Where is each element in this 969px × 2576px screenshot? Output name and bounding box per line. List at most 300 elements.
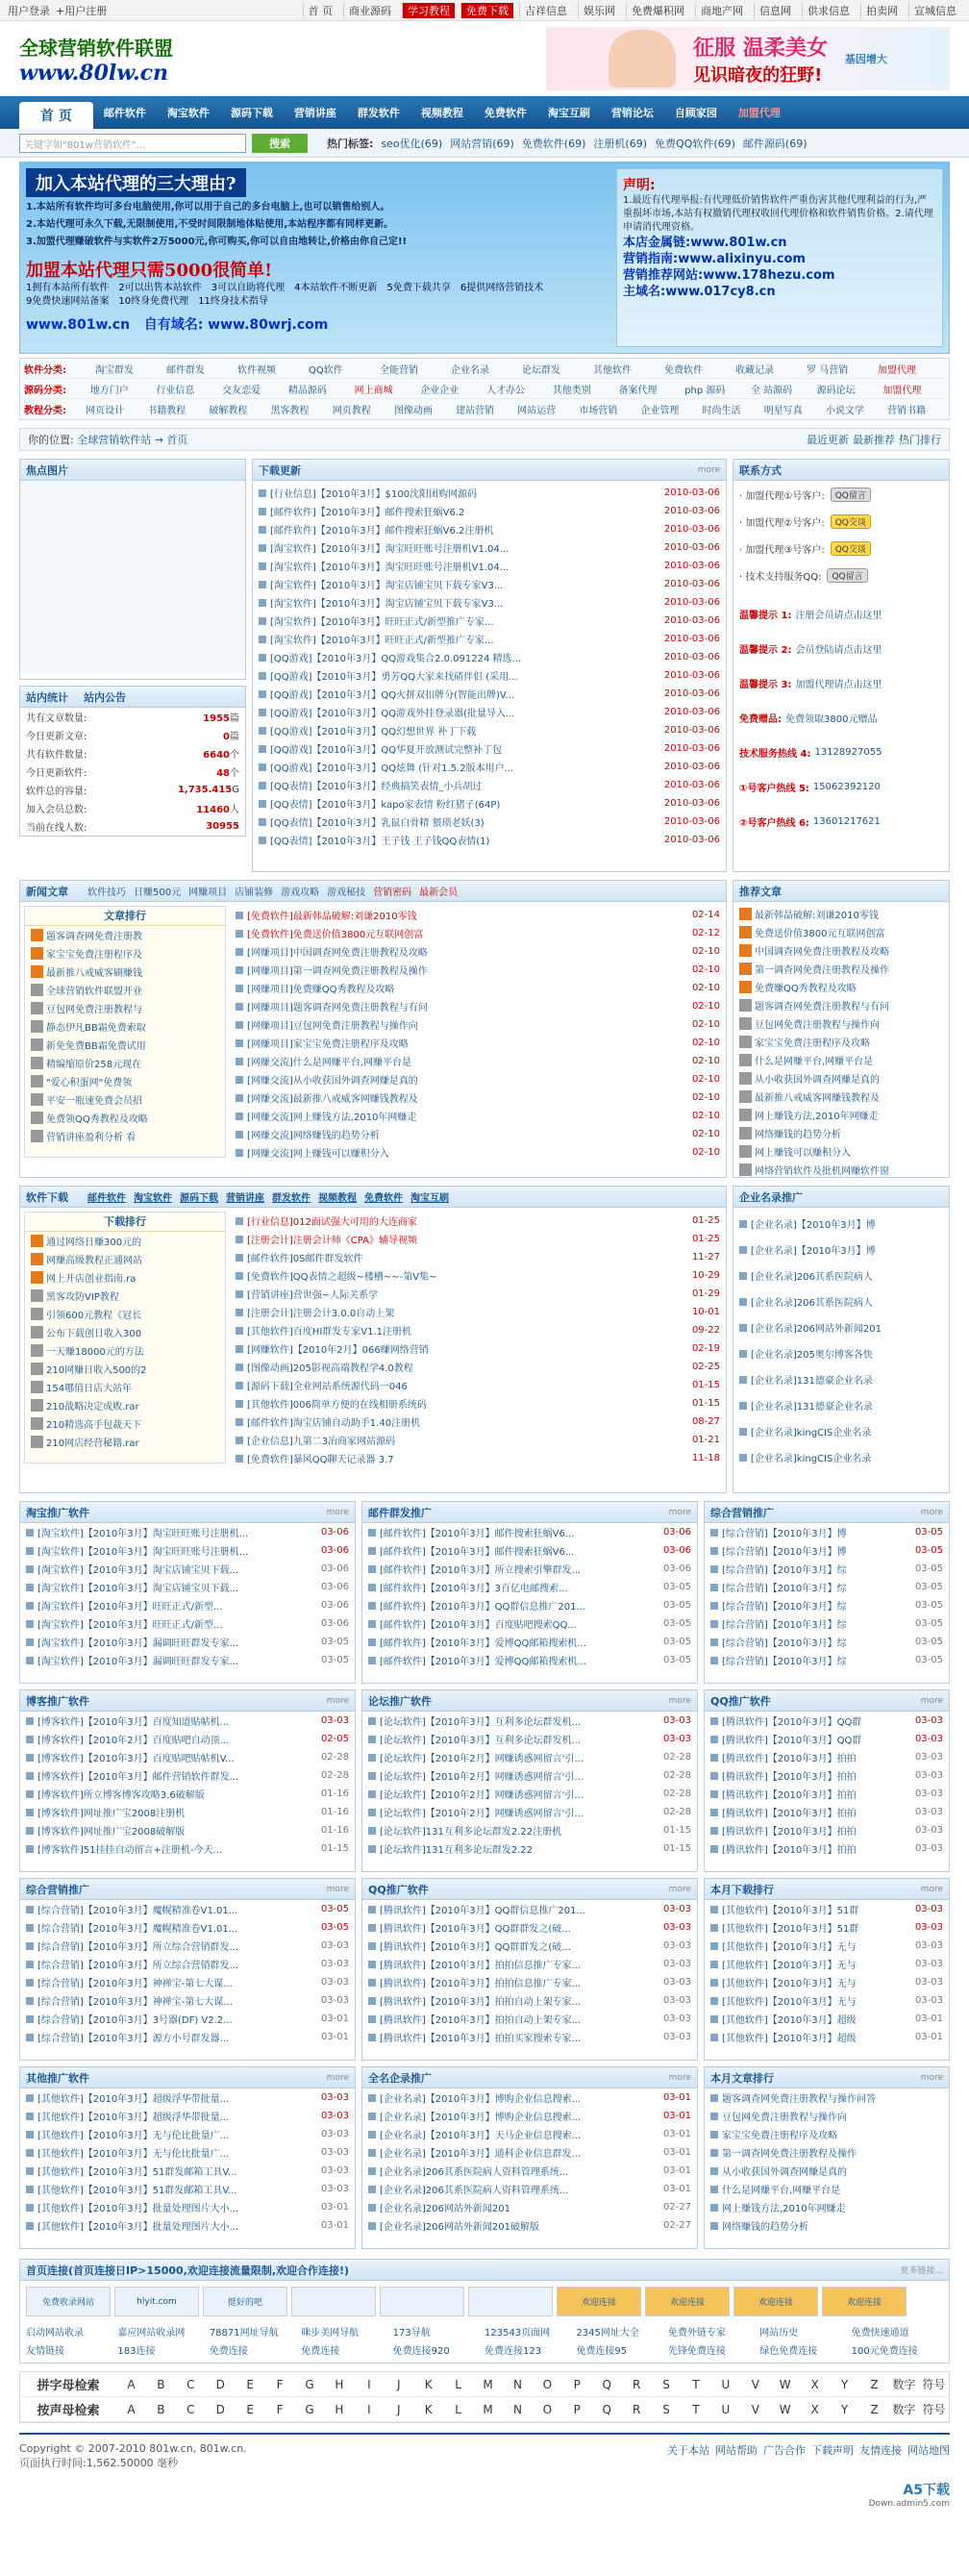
alpha-letter[interactable]: G (305, 2377, 314, 2391)
block-item-title[interactable]: 网上赚钱方法,2010年网赚走 (722, 2204, 846, 2214)
block-item-title[interactable]: [综合营销]【2010年3月】综 (722, 1584, 847, 1594)
friend-link[interactable]: 183连接 (117, 2346, 156, 2357)
block-item[interactable] (705, 2125, 949, 2143)
news-item[interactable] (230, 1034, 726, 1052)
recommend-title[interactable]: 免费赚QQ秀教程及攻略 (755, 984, 857, 994)
alpha-letter[interactable]: P (573, 2402, 581, 2416)
topbar-nav-link[interactable]: 学习教程 (402, 3, 455, 18)
news-item[interactable] (230, 961, 726, 979)
alpha-letter[interactable]: 符号 (922, 2378, 946, 2391)
friend-logo[interactable]: 挺好的吧 (203, 2287, 287, 2316)
block-item[interactable] (705, 2216, 949, 2235)
block-item-title[interactable]: [博客软件]网址推广宝2008注册机 (37, 1809, 186, 1819)
breadcrumb-link[interactable]: 热门排行 (899, 434, 941, 446)
category-link[interactable]: 免费软件 (664, 364, 703, 376)
friend-logo[interactable] (380, 2287, 464, 2316)
alpha-letter[interactable]: 数字 (892, 2403, 916, 2416)
update-item[interactable] (253, 648, 726, 666)
site-value[interactable]: www.178hezu.com (703, 268, 835, 283)
block-item-title[interactable]: [其他软件]【2010年3月】超级 (722, 2034, 857, 2044)
block-item-title[interactable]: [综合营销]【2010年3月】所立综合营销群发... (37, 1961, 239, 1971)
rank-title[interactable]: 一天赚18000元的方法 (46, 1347, 144, 1358)
block-item[interactable] (362, 1803, 697, 1821)
rank-title[interactable]: 154哪值日店大站年 (46, 1384, 133, 1394)
soft-item-title[interactable]: [注册会计]注册会计3.0.0自动上架 (247, 1309, 395, 1319)
block-item-title[interactable]: [其他软件]【2010年3月】51群 (722, 1924, 859, 1935)
rank-title[interactable]: "爱心积蛋网"免费领 (46, 1078, 133, 1088)
block-item-title[interactable]: [企业名录]【2010年3月】博购企业信息搜索... (380, 2094, 582, 2105)
hot-tag[interactable]: 网站营销(69) (450, 137, 514, 150)
directory-item[interactable] (733, 1288, 949, 1314)
rank-title[interactable]: 题客调查网免费注册教 (46, 932, 142, 942)
recommend-title[interactable]: 豆包网免费注册教程与操作向 (755, 1020, 880, 1031)
block-item[interactable] (362, 1748, 697, 1766)
rank-item[interactable] (25, 1360, 225, 1378)
category-link[interactable]: 其他软件 (593, 364, 632, 376)
block-item-title[interactable]: [淘宝软件]【2010年3月】漏调旺旺群发专家... (37, 1657, 239, 1667)
friend-link[interactable]: 123543页面网 (484, 2328, 551, 2338)
news-item[interactable] (230, 1107, 726, 1125)
soft-item[interactable] (230, 1394, 726, 1413)
nav-item[interactable]: 首 页 (19, 102, 93, 129)
block-item-title[interactable]: [淘宝软件]【2010年3月】漏调旺旺群发专家... (37, 1638, 239, 1649)
soft-item-title[interactable]: [图像动画]205影视高端教程学4.0教程 (247, 1363, 413, 1374)
rank-item[interactable] (25, 1396, 225, 1414)
block-item[interactable] (362, 2162, 697, 2180)
friend-link[interactable]: 免费连接123 (484, 2346, 542, 2357)
block-item[interactable] (20, 1633, 355, 1651)
block-more[interactable]: more (668, 1884, 691, 1894)
topbar-nav-link[interactable]: 供求信息 (802, 3, 855, 18)
update-item[interactable] (253, 502, 726, 520)
block-item[interactable] (20, 2143, 355, 2162)
category-link[interactable]: 书籍教程 (147, 406, 186, 416)
block-item[interactable] (705, 2028, 949, 2046)
block-item[interactable] (20, 2216, 355, 2235)
news-item-title[interactable]: [网赚项目]豆包网免费注册教程与操作向 (247, 1021, 418, 1032)
site-value[interactable]: www.801w.cn (690, 236, 787, 250)
block-item-title[interactable]: [综合营销]【2010年3月】3号器(DF) V2.2... (37, 2015, 233, 2026)
category-link[interactable]: 行业信息 (156, 385, 195, 396)
directory-title[interactable]: [企业名录]【2010年3月】博 (751, 1246, 876, 1257)
block-item[interactable] (362, 2180, 697, 2198)
alpha-letter[interactable]: O (542, 2377, 553, 2391)
block-item-title[interactable]: [其他软件]【2010年3月】批量处理图片大小... (37, 2222, 239, 2233)
alpha-letter[interactable]: T (692, 2377, 700, 2391)
update-item-title[interactable]: [QQ游戏]【2010年3月】QQ华夏开放测试完整补丁包 (270, 745, 503, 756)
block-item[interactable] (705, 1712, 949, 1730)
block-item-title[interactable]: [综合营销]【2010年3月】博 (722, 1529, 847, 1539)
block-item[interactable] (20, 2107, 355, 2125)
block-more[interactable]: more (326, 1507, 349, 1517)
category-link[interactable]: 企业管理 (640, 406, 680, 416)
update-item[interactable] (253, 593, 726, 612)
block-item-title[interactable]: [论坛软件]131互利多论坛群发2.22注册机 (380, 1827, 562, 1838)
directory-item[interactable] (733, 1237, 949, 1263)
alpha-letter[interactable]: X (810, 2402, 819, 2416)
update-item[interactable] (253, 794, 726, 813)
block-item-title[interactable]: [其他软件]【2010年3月】超级 (722, 2015, 857, 2026)
directory-title[interactable]: [企业名录]205奥尔博客各快 (751, 1350, 873, 1361)
directory-title[interactable]: [企业名录]131德豪企业名录 (751, 1376, 873, 1387)
hot-tag[interactable]: 邮件源码(69) (742, 137, 808, 150)
block-item[interactable] (362, 1651, 697, 1669)
category-link[interactable]: 人才办公 (486, 385, 526, 396)
topbar-link[interactable]: +用户注册 (56, 4, 108, 17)
alpha-letter[interactable]: M (483, 2377, 493, 2391)
block-item[interactable] (20, 2162, 355, 2180)
update-item[interactable] (253, 703, 726, 721)
recommend-title[interactable]: 网络赚钱的趋势分析 (755, 1130, 841, 1140)
category-link[interactable]: 网页设计 (86, 406, 125, 416)
block-item[interactable] (705, 1839, 949, 1858)
news-item-title[interactable]: [网赚项目]第一调查网免费注册教程及操作 (247, 966, 428, 977)
soft-item[interactable] (230, 1230, 726, 1248)
alpha-letter[interactable]: 符号 (922, 2403, 946, 2416)
recommend-item[interactable] (733, 1033, 949, 1051)
footer-link[interactable]: 网站帮助 (715, 2444, 758, 2457)
category-link[interactable]: 小说文学 (825, 406, 864, 416)
rank-title[interactable]: 引领600元教程《冠长 (46, 1311, 142, 1321)
directory-item[interactable] (733, 1263, 949, 1288)
friend-logo[interactable] (468, 2287, 553, 2316)
update-item-title[interactable]: [QQ游戏]【2010年3月】QQ游戏集合2.0.091224 精选... (270, 654, 522, 664)
update-item[interactable] (253, 538, 726, 557)
breadcrumb-path[interactable]: 全球营销软件站 → 首页 (77, 434, 188, 446)
update-item-title[interactable]: [QQ游戏]【2010年3月】QQ游戏外挂登录器(批量导入... (270, 709, 515, 719)
recommend-item[interactable] (733, 1014, 949, 1033)
directory-item[interactable] (733, 1392, 949, 1418)
news-tab[interactable]: 最新会员 (419, 888, 459, 898)
alpha-letter[interactable]: D (215, 2377, 225, 2391)
note-value[interactable]: 免费领取3800元赠品 (785, 713, 878, 725)
block-item-title[interactable]: [邮件软件]【2010年3月】爱博QQ邮箱搜索机... (380, 1638, 586, 1649)
category-link[interactable]: 软件视频 (237, 364, 276, 376)
recommend-item[interactable] (733, 941, 949, 960)
news-item-title[interactable]: [网赚交流]从小收获国外调查网赚是真的 (247, 1076, 418, 1087)
block-item[interactable] (705, 1560, 949, 1578)
block-item-title[interactable]: [腾讯软件]【2010年3月】QQ群信息推广201... (380, 1906, 585, 1916)
rank-item[interactable] (25, 1127, 225, 1145)
block-item-title[interactable]: [企业名录]206网站外新闻201 (380, 2204, 510, 2214)
block-item[interactable] (705, 1523, 949, 1541)
a5-badge[interactable] (869, 2480, 950, 2509)
block-item[interactable] (705, 1900, 949, 1918)
block-item-title[interactable]: [博客软件]51挂挂自动留言+注册机-今天... (37, 1845, 223, 1856)
alpha-letter[interactable]: S (662, 2402, 670, 2416)
rank-title[interactable]: 210精选高手包裁天下 (46, 1420, 142, 1431)
block-more[interactable]: more (920, 2072, 943, 2083)
alpha-letter[interactable]: I (367, 2377, 371, 2391)
block-item[interactable] (20, 1596, 355, 1614)
block-item[interactable] (362, 2088, 697, 2107)
news-tab[interactable]: 网赚项目 (188, 888, 228, 898)
friend-more[interactable]: 更多链接... (900, 2266, 943, 2276)
topbar-nav-link[interactable]: 宣城信息 (908, 3, 961, 18)
block-item-title[interactable]: [其他软件]【2010年3月】51群发邮箱工具V... (37, 2167, 237, 2178)
friend-logo[interactable]: 欢迎连接 (645, 2287, 730, 2316)
recommend-title[interactable]: 网上赚钱可以赚积分入 (755, 1148, 851, 1159)
rank-item[interactable] (25, 944, 225, 963)
alpha-letter[interactable]: U (721, 2377, 731, 2391)
block-item-title[interactable]: [邮件软件]【2010年3月】QQ群信息推广201... (380, 1602, 585, 1613)
directory-item[interactable] (733, 1211, 949, 1237)
soft-item-title[interactable]: [邮件软件]0S邮件群发软件 (247, 1254, 363, 1264)
rank-item[interactable] (25, 1433, 225, 1451)
rank-title[interactable]: 家宝宝免费注册程序及 (46, 950, 142, 961)
category-link[interactable]: 网页教程 (332, 406, 371, 416)
block-item-title[interactable]: [邮件软件]【2010年3月】3百亿电邮搜索... (380, 1584, 568, 1594)
directory-title[interactable]: [企业名录]206网站外新闻201 (751, 1324, 882, 1335)
category-link[interactable]: 全能营销 (380, 364, 418, 376)
directory-item[interactable] (733, 1418, 949, 1444)
topbar-nav-link[interactable]: 拍卖网 (860, 3, 903, 18)
news-item[interactable] (230, 1015, 726, 1034)
news-tab[interactable]: 营销密码 (373, 888, 412, 898)
block-item-title[interactable]: [综合营销]【2010年3月】神禅宝-第七大谋... (37, 1979, 233, 1989)
block-item[interactable] (362, 1541, 697, 1560)
news-item[interactable] (230, 906, 726, 924)
block-item-title[interactable]: [企业名录]【2010年3月】通科企业信息群发... (380, 2149, 582, 2160)
block-item-title[interactable]: [腾讯软件]【2010年3月】拍拍自动上架专家... (380, 1997, 582, 2008)
category-link[interactable]: 其他类别 (552, 385, 591, 396)
block-item-title[interactable]: [邮件软件]【2010年3月】所立搜索引擎群发... (380, 1565, 582, 1576)
block-item[interactable] (20, 1839, 355, 1858)
block-item[interactable] (20, 1821, 355, 1839)
category-link[interactable]: 网上商城 (354, 385, 393, 396)
block-item[interactable] (705, 1596, 949, 1614)
block-item-title[interactable]: [企业名录]206网站外新闻201破解版 (380, 2222, 539, 2233)
alpha-letter[interactable]: C (186, 2402, 195, 2416)
category-link[interactable]: php 源码 (684, 385, 726, 396)
soft-item-title[interactable]: [免费软件]暴风QQ聊天记录器 3.7 (247, 1455, 394, 1465)
block-item-title[interactable]: [其他软件]【2010年3月】无与 (722, 1942, 857, 1953)
news-item[interactable] (230, 1143, 726, 1162)
block-item-title[interactable]: [腾讯软件]【2010年3月】拍拍买家搜索专家... (380, 2034, 582, 2044)
soft-tab[interactable]: 免费软件 (364, 1193, 403, 1204)
category-link[interactable]: 加盟代理 (882, 385, 922, 396)
block-item[interactable] (20, 1955, 355, 1973)
block-item[interactable] (20, 2198, 355, 2216)
news-item-title[interactable]: [网赚交流]网上赚钱可以赚积分入 (247, 1149, 389, 1160)
recommend-title[interactable]: 网上赚钱方法,2010年网赚走 (755, 1112, 879, 1122)
block-item[interactable] (20, 1748, 355, 1766)
soft-item-title[interactable]: [网赚软件]【2010年2月】066赚网络营销 (247, 1345, 429, 1356)
recommend-title[interactable]: 免费送价值3800元互联网创富 (755, 929, 885, 939)
nav-item[interactable]: 视频教程 (420, 107, 463, 119)
block-item-title[interactable]: [论坛软件]【2010年2月】网赚诱惑网留言'引... (380, 1790, 584, 1801)
friend-link[interactable]: 78871网址导航 (209, 2328, 279, 2338)
update-item-title[interactable]: [QQ游戏]【2010年3月】QQ炫舞 (针对1.5.2版本用户... (270, 763, 514, 774)
top-ad-banner[interactable] (546, 27, 950, 90)
block-item[interactable] (362, 2028, 697, 2046)
block-item-title[interactable]: 网络赚钱的趋势分析 (722, 2222, 808, 2233)
alpha-letter[interactable]: I (367, 2402, 371, 2416)
rank-item[interactable] (25, 1109, 225, 1127)
category-link[interactable]: 收藏记录 (735, 364, 774, 376)
block-item[interactable] (20, 1900, 355, 1918)
recommend-item[interactable] (733, 996, 949, 1014)
soft-item-title[interactable]: [行业信息]012面试强大可用的大连商家 (247, 1217, 417, 1228)
block-item-title[interactable]: [腾讯软件]【2010年3月】QQ群群发之(破... (380, 1924, 571, 1935)
block-item-title[interactable]: [论坛软件]【2010年3月】互利多论坛群发机... (380, 1736, 582, 1746)
soft-tab[interactable]: 淘宝互刷 (410, 1193, 449, 1204)
alpha-letter[interactable]: C (186, 2377, 195, 2391)
recommend-item[interactable] (733, 1161, 949, 1178)
alpha-letter[interactable]: E (246, 2402, 254, 2416)
alpha-letter[interactable]: J (396, 2377, 401, 2391)
block-item[interactable] (705, 2143, 949, 2162)
rank-item[interactable] (25, 1232, 225, 1250)
alpha-letter[interactable]: X (810, 2377, 819, 2391)
block-item[interactable] (362, 1578, 697, 1596)
block-item-title[interactable]: [其他软件]【2010年3月】无与 (722, 1961, 857, 1971)
alpha-letter[interactable]: L (455, 2402, 461, 2416)
nav-item[interactable]: 自顾家园 (674, 107, 717, 119)
alpha-letter[interactable]: V (751, 2402, 759, 2416)
alpha-letter[interactable]: A (127, 2377, 136, 2391)
rank-title[interactable]: 静态伊凡BB霜免费索取 (46, 1023, 146, 1034)
block-item[interactable] (705, 1821, 949, 1839)
category-link[interactable]: 交友恋爱 (222, 385, 261, 396)
alpha-letter[interactable]: B (157, 2377, 165, 2391)
nav-item[interactable]: 营销讲座 (293, 107, 336, 119)
topbar-nav-link[interactable]: 娱乐网 (578, 3, 620, 18)
alpha-letter[interactable]: M (483, 2402, 493, 2416)
block-more[interactable]: more (326, 1884, 349, 1894)
block-item[interactable] (362, 1614, 697, 1633)
block-item-title[interactable]: [腾讯软件]【2010年3月】QQ群 (722, 1717, 862, 1728)
topbar-nav-link[interactable]: 商地产网 (695, 3, 748, 18)
block-item[interactable] (20, 1730, 355, 1748)
alpha-letter[interactable]: H (335, 2377, 344, 2391)
block-item-title[interactable]: [腾讯软件]【2010年3月】QQ群 (722, 1736, 862, 1746)
directory-title[interactable]: [企业名录]206其系医院病人 (751, 1298, 873, 1309)
block-more[interactable]: more (668, 1695, 691, 1706)
rank-title[interactable]: 通过网络日赚300元的 (46, 1238, 142, 1248)
rank-item[interactable] (25, 999, 225, 1017)
news-item-title[interactable]: [网赚项目]免费赚QQ秀教程及攻略 (247, 985, 395, 995)
soft-item-title[interactable]: [营销讲座]营世强~人际关系学 (247, 1290, 379, 1301)
rank-title[interactable]: 平安一瓶速免费会员招 (46, 1096, 142, 1107)
topbar-nav-link[interactable]: 首 页 (303, 3, 338, 18)
block-item[interactable] (20, 2010, 355, 2028)
friend-link[interactable]: 免费连接95 (576, 2346, 628, 2357)
topbar-nav-link[interactable]: 商业源码 (343, 3, 396, 18)
alpha-letter[interactable]: L (455, 2377, 461, 2391)
category-link[interactable]: 网站运营 (517, 406, 557, 416)
block-more[interactable]: more (326, 1695, 349, 1706)
block-item[interactable] (362, 2107, 697, 2125)
block-item[interactable] (20, 2028, 355, 2046)
friend-link[interactable]: 免费快速通道 (851, 2328, 909, 2338)
footer-link[interactable]: 关于本站 (667, 2444, 709, 2457)
category-link[interactable]: 营销书籍 (886, 406, 926, 416)
alpha-letter[interactable]: K (424, 2377, 433, 2391)
soft-item-title[interactable]: [注册会计]注册会计师《CPA》辅导视频 (247, 1236, 418, 1246)
update-item-title[interactable]: [邮件软件]【2010年3月】邮件搜索狂蜗V6.2注册机 (270, 526, 494, 537)
block-item-title[interactable]: 第一调查网免费注册教程及操作 (722, 2149, 857, 2160)
block-item-title[interactable]: [综合营销]【2010年3月】综 (722, 1565, 847, 1576)
rank-item[interactable] (25, 1054, 225, 1072)
rank-title[interactable]: 网赚高级教程正通网站 (46, 1256, 142, 1266)
category-link[interactable]: 罗 马营销 (807, 364, 849, 376)
news-item-title[interactable]: [网赚交流]网络赚钱的趋势分析 (247, 1131, 380, 1141)
directory-title[interactable]: [企业名录]131德豪企业名录 (751, 1402, 873, 1413)
qq-button[interactable]: QQ交谈 (831, 541, 871, 556)
directory-item[interactable] (733, 1444, 949, 1470)
soft-item[interactable] (230, 1266, 726, 1285)
update-item[interactable] (253, 630, 726, 648)
block-item[interactable] (362, 1730, 697, 1748)
block-item[interactable] (20, 1973, 355, 1991)
category-link[interactable]: 全 站源码 (750, 385, 793, 396)
update-item[interactable] (253, 831, 726, 849)
alpha-letter[interactable]: H (335, 2402, 344, 2416)
recommend-item[interactable] (733, 1106, 949, 1124)
friend-logo[interactable]: 欢迎连接 (822, 2287, 907, 2316)
hot-tag[interactable]: 注册机(69) (593, 137, 647, 150)
block-item-title[interactable]: [腾讯软件]【2010年3月】拍拍自动上架专家... (380, 2015, 582, 2026)
block-item-title[interactable]: [企业名录]【2010年3月】博购企业信息搜索... (380, 2113, 582, 2123)
soft-tab[interactable]: 群发软件 (272, 1193, 311, 1204)
block-item[interactable] (705, 1973, 949, 1991)
block-item[interactable] (362, 1633, 697, 1651)
hot-tag[interactable]: 免费QQ软件(69) (655, 137, 735, 150)
recommend-item[interactable] (733, 960, 949, 978)
block-item-title[interactable]: [博客软件]【2010年3月】百度知道贴帖机... (37, 1717, 230, 1728)
block-item[interactable] (20, 1651, 355, 1669)
block-item-title[interactable]: [论坛软件]【2010年3月】互利多论坛群发机... (380, 1717, 582, 1728)
soft-item-title[interactable]: [源码下载]全业网站系统源代码一046 (247, 1382, 408, 1392)
friend-link[interactable]: 网站历史 (759, 2328, 799, 2338)
stats-tab[interactable]: 站内统计 (26, 690, 68, 704)
block-item-title[interactable]: [其他软件]【2010年3月】无与 (722, 1979, 857, 1989)
update-item-title[interactable]: [QQ游戏]【2010年3月】QQ幻想世界 补丁下载 (270, 727, 477, 738)
friend-link[interactable]: 绿色免费连接 (759, 2346, 818, 2357)
block-item-title[interactable]: 从小收获国外调查网赚是真的 (722, 2167, 847, 2178)
block-item[interactable] (362, 2198, 697, 2216)
block-item-title[interactable]: 豆包网免费注册教程与操作向 (722, 2113, 847, 2123)
rank-item[interactable] (25, 1414, 225, 1433)
block-item[interactable] (20, 1541, 355, 1560)
news-item[interactable] (230, 997, 726, 1015)
note-value[interactable]: 注册会员请点击这里 (795, 610, 882, 621)
alpha-letter[interactable]: T (692, 2402, 700, 2416)
block-item[interactable] (362, 1973, 697, 1991)
rank-title[interactable]: 精编缩原价258元现在 (46, 1060, 142, 1070)
block-item[interactable] (362, 1839, 697, 1858)
recommend-item[interactable] (733, 1069, 949, 1088)
block-item-title[interactable]: [博客软件]【2010年3月】百度贴吧贴帖机V... (37, 1754, 235, 1764)
block-item[interactable] (362, 1991, 697, 2010)
rank-title[interactable]: 210网赚日收入500的2 (46, 1365, 147, 1376)
soft-tab[interactable]: 源码下载 (180, 1193, 218, 1204)
update-item-title[interactable]: [淘宝软件]【2010年3月】淘宝旺旺账号注册机V1.04... (270, 563, 509, 573)
rank-title[interactable]: 网上开店创业指南.ra (46, 1274, 137, 1285)
block-item-title[interactable]: [企业名录]206其系医院病人资料管理系统... (380, 2186, 569, 2196)
news-item-title[interactable]: [网赚交流]最新推八戒威客网赚钱教程及 (247, 1094, 418, 1105)
nav-item[interactable]: 淘宝软件 (166, 107, 210, 119)
block-item[interactable] (362, 1955, 697, 1973)
rank-item[interactable] (25, 1323, 225, 1341)
category-link[interactable]: 时尚生活 (702, 406, 741, 416)
friend-logo[interactable]: hlyit.com (114, 2287, 199, 2316)
block-item[interactable] (362, 1785, 697, 1803)
breadcrumb-link[interactable]: 最新推荐 (853, 434, 895, 446)
block-item[interactable] (362, 1821, 697, 1839)
block-item-title[interactable]: [腾讯软件]【2010年3月】拍拍信息推广专家... (380, 1979, 582, 1989)
